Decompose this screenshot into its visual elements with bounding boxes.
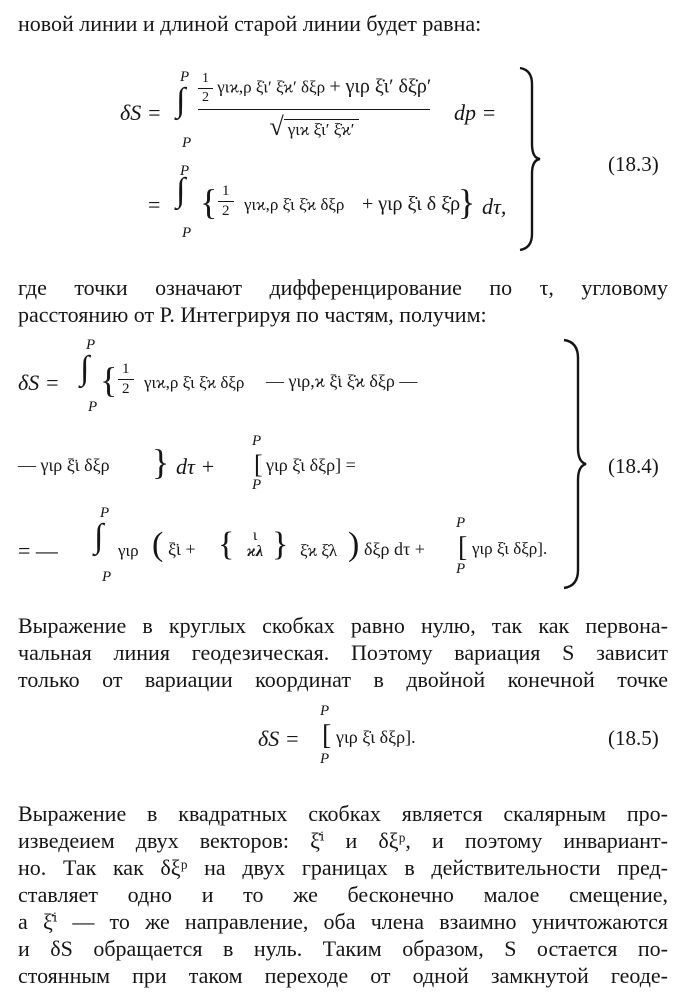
intro-text: новой линии и длиной старой линии будет равна: <box>18 11 482 36</box>
eq18-3-fraction: $\frac{1}{2}$ γιϰ,ρ ξ̇ι′ ξ̇ϰ′ δξρ + γιρ ξ̇ι′ δξ̇ρ′ √ γιϰ ξ̇ι′ ξ̇ϰ′ <box>198 72 430 140</box>
paragraph-line: а ξ̇ⁱ — то же направление, оба члена взаимно уничтожаются <box>18 909 668 934</box>
paragraph-line: и δS обращается в нуль. Таким образом, S остается по- <box>18 936 668 961</box>
integral-sign: ∫ <box>176 82 186 119</box>
half-fraction: $\frac{1}{2}$ <box>218 184 234 219</box>
lower-limit: P <box>182 225 192 241</box>
right-brace-18-3 <box>516 66 542 252</box>
paragraph-line: только от вариации координат в двойной конечной точке <box>18 667 668 692</box>
eq18-3-line2-body-a: γιϰ,ρ ξ̇ι ξ̇ϰ δξρ <box>244 195 345 214</box>
integral-sign: ∫ <box>176 172 186 209</box>
equation-number-18-3: (18.3) <box>608 152 659 176</box>
eq18-3-lhs: δS = <box>120 100 162 125</box>
paragraph-line: Выражение в квадратных скобках является скалярным про- <box>18 801 668 826</box>
lower-limit: P <box>182 135 192 151</box>
paragraph-line: где точки означают дифференцирование по τ, угловому <box>18 275 668 300</box>
paragraph-line: расстоянию от P. Интегрируя по частям, получим: <box>18 302 487 327</box>
upper-limit: P <box>180 163 190 179</box>
paragraph-line: изведеием двух векторов: ξ̇ⁱ и δξᵖ, и поэтому инвариант- <box>18 828 668 853</box>
equation-number-18-4: (18.4) <box>608 454 659 478</box>
paragraph-line: ставляет одно и то же бесконечно малое смещение, <box>18 882 668 907</box>
eq18-3-tail: dp = <box>454 100 497 125</box>
paragraph-line: Выражение в круглых скобках равно нулю, так как первона- <box>18 613 668 638</box>
upper-limit: P <box>180 69 190 85</box>
equation-number-18-5: (18.5) <box>608 726 659 750</box>
paragraph-line: чальная линия геодезическая. Поэтому вариация S зависит <box>18 640 668 665</box>
eq18-3-line2-tail: dτ, <box>482 194 507 219</box>
paragraph-line: стоянным при таком переходе от одной замкнутой геоде- <box>18 963 668 988</box>
paragraph-line: но. Так как δξᵖ на двух границах в действительности пред- <box>18 855 668 880</box>
right-brace-18-4 <box>560 338 588 590</box>
eq18-3-line2-body-b: + γιρ ξ̇ι δ ξ̇ρ <box>362 193 461 215</box>
